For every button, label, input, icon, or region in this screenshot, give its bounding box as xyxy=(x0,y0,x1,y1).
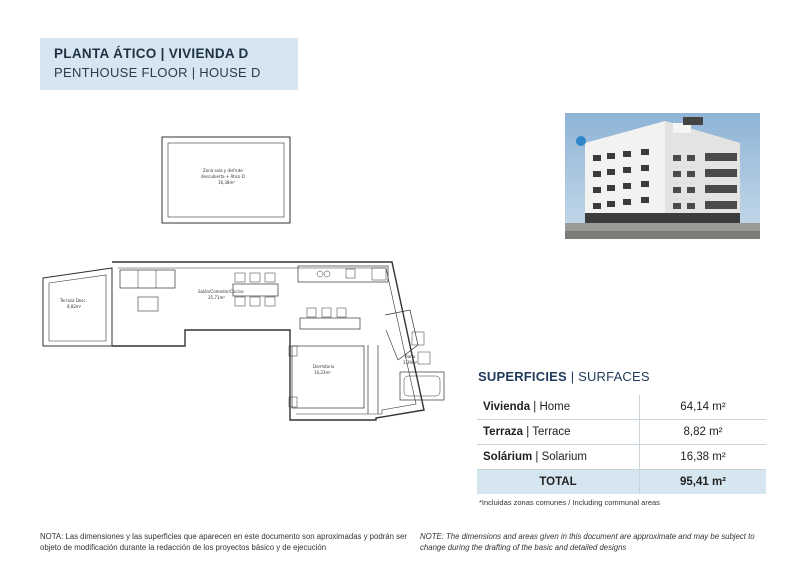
living-area: 35,71m² xyxy=(208,295,225,300)
solarium-label-2: descubierta + Ático D xyxy=(201,174,245,179)
page-subtitle: PENTHOUSE FLOOR | HOUSE D xyxy=(54,65,261,80)
apartment-outline xyxy=(112,262,424,420)
bedroom-bed-area xyxy=(292,346,364,408)
total-value: 95,41 m² xyxy=(640,470,767,495)
surfaces-table xyxy=(477,395,766,494)
surfaces-footnote: *Incluidas zonas comunes / Including communal areas xyxy=(479,498,660,507)
terrace-label: Terraza Desc. xyxy=(60,298,87,303)
table-row: Solárium | Solarium 16,38 m² xyxy=(477,445,766,470)
kitchen-island xyxy=(300,318,360,329)
bedroom-label: Dormitorio xyxy=(313,364,335,369)
kitchen-counter xyxy=(298,266,388,282)
note-english: NOTE: The dimensions and areas given in this document are approximate and may be subject to change during the drafting of the basic and detailed designs xyxy=(420,532,755,552)
apartment-inner xyxy=(118,268,416,414)
table-row: Terraza | Terrace 8,82 m² xyxy=(477,420,766,445)
sofa xyxy=(120,270,175,288)
terrace-area: 8,82m² xyxy=(67,304,82,309)
page-title: PLANTA ÁTICO | VIVIENDA D xyxy=(54,46,249,61)
coffee-table xyxy=(138,297,158,311)
solarium-label-1: Zona sola y disfrute xyxy=(203,168,243,173)
bath-area: 3,39m² xyxy=(403,360,418,365)
bath-label: Baño xyxy=(405,354,416,359)
bedroom-area: 10,23m² xyxy=(314,370,331,375)
solarium-area: 16,38m² xyxy=(218,180,235,185)
total-label: TOTAL xyxy=(477,470,640,495)
living-label: Salón/Comedor/Cocina xyxy=(198,289,244,294)
total-row xyxy=(477,470,766,495)
note-spanish: NOTA: Las dimensiones y las superficies que aparecen en este documento son aproximadas y podrán ser objeto de modificación durante la redacción de los proyectos básico y de ejecución xyxy=(40,532,407,552)
table-row: Vivienda | Home 64,14 m² xyxy=(477,395,766,420)
surfaces-title: SUPERFICIES | SURFACES xyxy=(478,369,650,384)
building-render xyxy=(565,113,760,239)
